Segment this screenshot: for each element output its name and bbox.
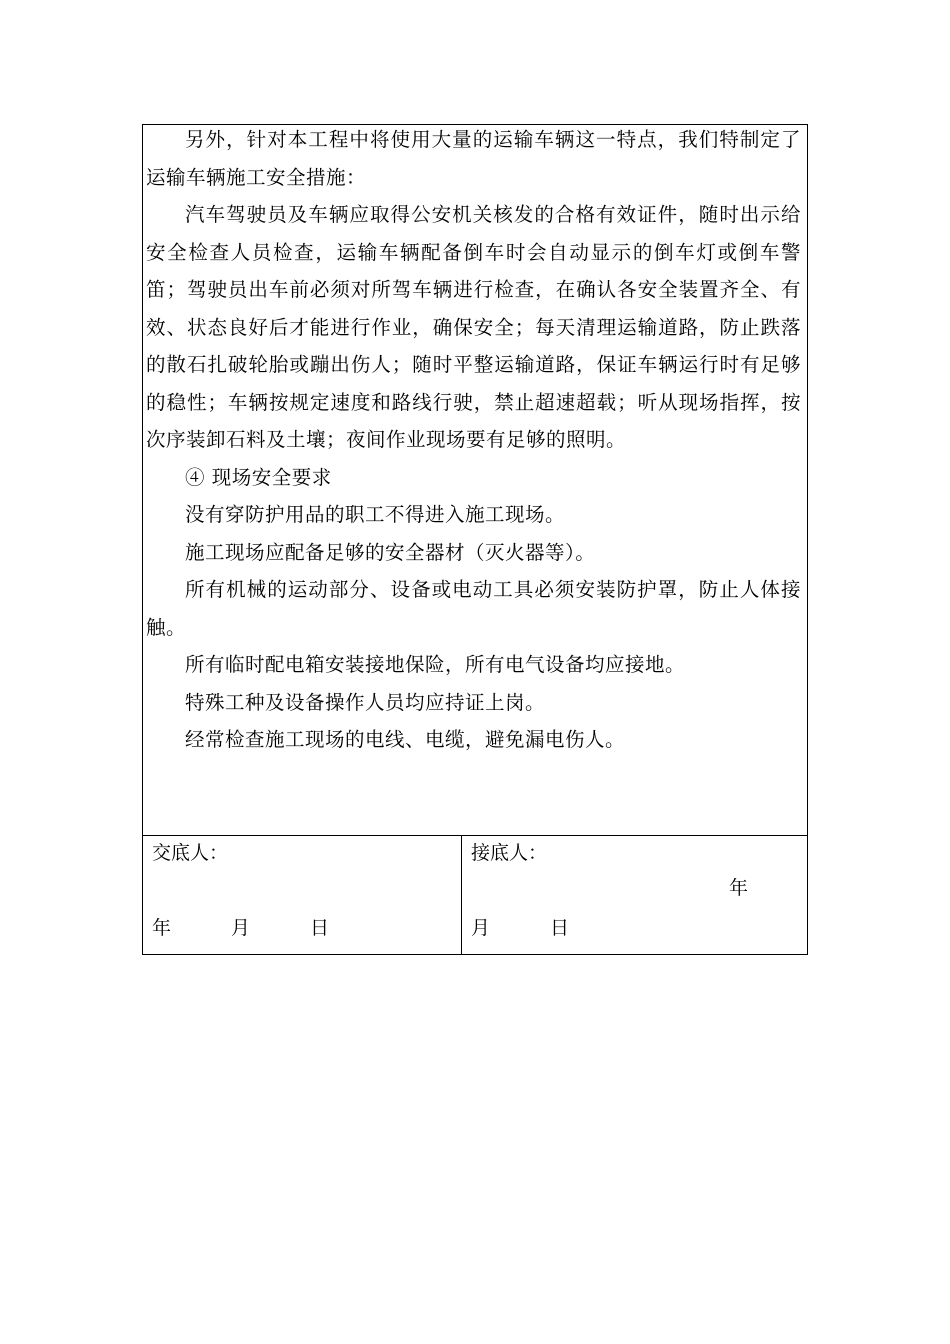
paragraph-machine-guards: 所有机械的运动部分、设备或电动工具必须安装防护罩，防止人体接触。 xyxy=(146,578,801,639)
section-heading-site-safety: ④ 现场安全要求 xyxy=(185,465,332,489)
content-cell xyxy=(143,125,807,836)
receiver-date-year: 年 xyxy=(729,877,749,899)
paragraph-safety-equipment: 施工现场应配备足够的安全器材（灭火器等）。 xyxy=(185,540,596,564)
receiver-date-month: 月 xyxy=(471,917,491,939)
paragraph-protective-gear: 没有穿防护用品的职工不得进入施工现场。 xyxy=(185,503,566,526)
receiver-date-day: 日 xyxy=(550,917,570,939)
paragraph-cable-inspection: 经常检查施工现场的电线、电缆，避免漏电伤人。 xyxy=(185,728,626,751)
handover-person-cell xyxy=(143,836,462,954)
receiver-person-label: 接底人： xyxy=(471,842,548,864)
paragraph-driver-rules: 汽车驾驶员及车辆应取得公安机关核发的合格有效证件，随时出示给安全检查人员检查，运输车辆配备倒车时会自动显示的倒车灯或倒车警笛；驾驶员出车前必须对所驾车辆进行检查，在确认各安全装置齐全、有效、状态良好后才能进行作业，确保安全；每天清理运输道路，防止跌落的散石扎破轮胎或蹦出伤人；随时平整运输道路，保证车辆运行时有足够的稳性；车辆按规定速度和路线行驶，禁止超速超载；听从现场指挥，按次序装卸石料及土壤；夜间作业现场要有足够的照明。 xyxy=(146,203,801,451)
paragraph-grounding: 所有临时配电箱安装接地保险，所有电气设备均应接地。 xyxy=(185,653,686,676)
handover-table xyxy=(142,124,808,955)
handover-date-month: 月 xyxy=(231,917,251,939)
paragraph-certified-operators: 特殊工种及设备操作人员均应持证上岗。 xyxy=(185,690,546,714)
paragraph-intro: 另外，针对本工程中将使用大量的运输车辆这一特点，我们特制定了运输车辆施工安全措施： xyxy=(146,128,801,189)
handover-date-year: 年 xyxy=(152,917,172,939)
handover-person-label: 交底人： xyxy=(152,842,229,864)
receiver-person-cell xyxy=(462,836,807,954)
handover-date-day: 日 xyxy=(310,917,330,939)
